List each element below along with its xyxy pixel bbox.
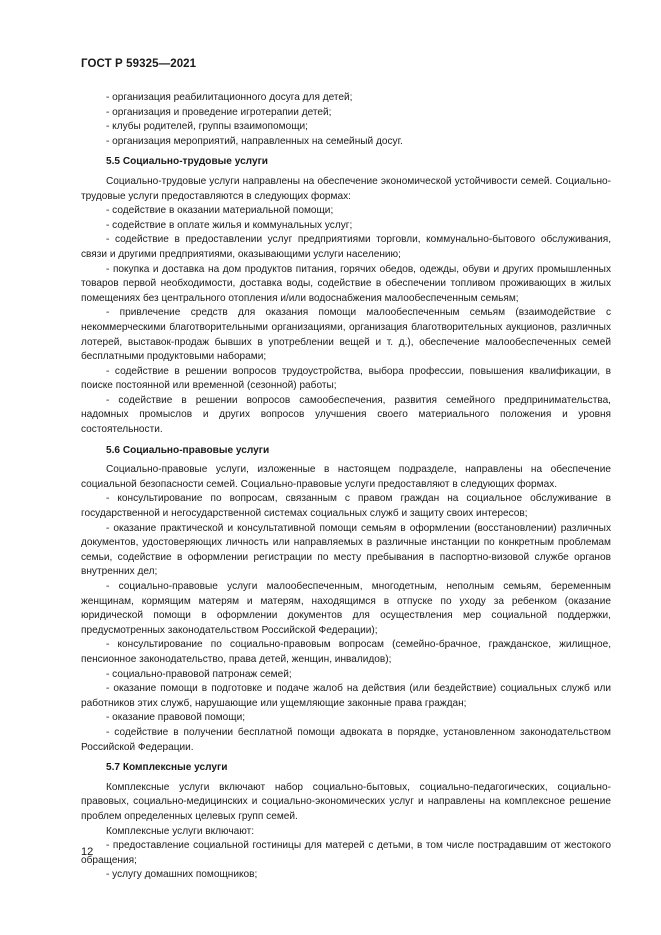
paragraph: - привлечение средств для оказания помощи малообеспеченным семьям (взаимодействие с некоммерческими благотворительными организациями, организация благотворительных аукционов, различных лотерей, выставок-продаж бывших в употреблении вещей и т. д.), обеспечение малообеспеченных семей бесплатными продуктовыми наборами; <box>81 307 611 363</box>
paragraph: Социально-правовые услуги, изложенные в настоящем подразделе, направлены на обеспечение социальной безопасности семей. Социально-правовые услуги предоставляют в следующих формах. <box>81 464 611 490</box>
page-number: 12 <box>81 846 94 858</box>
paragraph: - социально-правовые услуги малообеспеченным, многодетным, неполным семьям, беременным женщинам, кормящим матерям и матерям, находящимся в отпуске по уходу за ребенком (оказание юридической помощи в оформлении документов для осуществления мер социальной поддержки, предусмотренных законодательством Российской Федерации); <box>81 581 611 636</box>
paragraph: - покупка и доставка на дом продуктов питания, горячих обедов, одежды, обуви и других промышленных товаров первой необходимости, доставка воды, содействие в обеспечении топливом проживающих в жилых помещениях без центрального отопления и/или водоснабжения малообеспеченным семьям; <box>81 263 611 304</box>
paragraph: - клубы родителей, группы взаимопомощи; <box>106 121 308 133</box>
section-heading: 5.7 Комплексные услуги <box>106 762 228 774</box>
document-header: ГОСТ Р 59325—2021 <box>81 58 197 70</box>
paragraph: Социально-трудовые услуги направлены на обеспечение экономической устойчивости семей. Социально-трудовые услуги предоставляются в следующих формах: <box>81 175 611 202</box>
paragraph: - предоставление социальной гостиницы для матерей с детьми, в том числе пострадавшим от жестокого обращения; <box>81 840 611 866</box>
paragraph: Комплексные услуги включают: <box>106 825 255 837</box>
section-heading: 5.5 Социально-трудовые услуги <box>106 156 268 168</box>
paragraph: - оказание практической и консультативной помощи семьям в оформлении (восстановлении) различных документов, удостоверяющих личность или направляемых в различные инстанции по конкретным проблемам семьи, содействие в оформлении регистрации по месту пребывания в паспортно-визовой службе органов внутренних дел; <box>81 522 611 578</box>
section-heading: 5.6 Социально-правовые услуги <box>106 444 270 456</box>
paragraph: - содействие в получении бесплатной помощи адвоката в порядке, установленном законодательством Российской Федерации. <box>81 726 611 753</box>
paragraph: - содействие в оказании материальной помощи; <box>106 205 334 217</box>
paragraph: - оказание помощи в подготовке и подаче жалоб на действия (или бездействие) социальных служб или работников этих служб, нарушающие или ущемляющие законные права граждан; <box>81 683 611 709</box>
paragraph: - услугу домашних помощников; <box>106 869 258 881</box>
paragraph: - организация реабилитационного досуга для детей; <box>106 92 353 103</box>
paragraph: Комплексные услуги включают набор социально-бытовых, социально-педагогических, социально-правовых, социально-медицинских и социально-экономических услуг и направлены на комплексное решение проблем определенных целевых групп семей. <box>81 781 611 822</box>
document-body <box>81 91 611 883</box>
paragraph: - консультирование по социально-правовым вопросам (семейно-брачное, гражданское, жилищное, пенсионное законодательство, права детей, женщин, инвалидов); <box>81 639 611 665</box>
paragraph: - консультирование по вопросам, связанным с правом граждан на социальное обслуживание в государственной и негосударственной системах социальных служб и защиту своих интересов; <box>81 493 611 520</box>
paragraph: - организация мероприятий, направленных на семейный досуг. <box>106 135 403 147</box>
paragraph: - содействие в решении вопросов самообеспечения, развития семейного предпринимательства, надомных промыслов и других вопросов улучшения своего материального положения и уровня состоятельности. <box>81 394 611 436</box>
paragraph: - содействие в предоставлении услуг предприятиями торговли, коммунально-бытового обслуживания, связи и другими предприятиями, оказывающими услуги населению; <box>81 234 611 260</box>
paragraph: - содействие в решении вопросов трудоустройства, выбора профессии, повышения квалификации, в поиске постоянной или временной (сезонной) работы; <box>81 365 611 392</box>
paragraph: - организация и проведение игротерапии детей; <box>106 106 332 118</box>
paragraph: - социально-правовой патронаж семей; <box>106 668 292 680</box>
paragraph: - содействие в оплате жилья и коммунальных услуг; <box>106 219 353 231</box>
paragraph: - оказание правовой помощи; <box>106 712 246 724</box>
